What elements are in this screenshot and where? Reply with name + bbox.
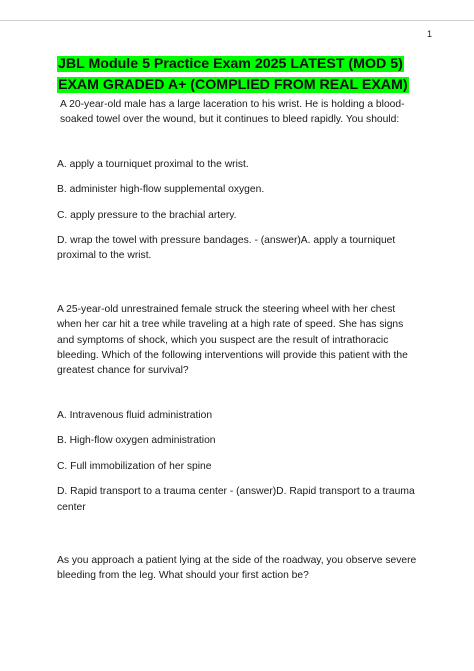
page-number: 1 <box>426 29 432 39</box>
question-2-stem: A 25-year-old unrestrained female struck the steering wheel with her chest when her car hit a tree while traveling at a high rate of speed. She has signs and symptoms of shock, which you suspect are the result of intrathoracic bleeding. Which of the following interventions will provide this patient with the greatest chance for survival? <box>57 303 408 377</box>
question-2-option-a: A. Intravenous fluid administration <box>57 409 213 421</box>
question-1-option-a: A. apply a tourniquet proximal to the wrist. <box>57 158 249 170</box>
document-body <box>57 97 417 584</box>
title-line-2: EXAM GRADED A+ (COMPLIED FROM REAL EXAM) <box>58 77 408 93</box>
question-2-option-d-answer: D. Rapid transport to a trauma center - (answer)D. Rapid transport to a trauma center <box>57 486 415 513</box>
header-rule <box>0 20 474 21</box>
question-1-stem: A 20-year-old male has a large laceration to his wrist. He is holding a blood-soaked towel over the wound, but it continues to bleed rapidly. You should: <box>60 99 405 126</box>
question-3-stem: As you approach a patient lying at the side of the roadway, you observe severe bleeding from the leg. What should your first action be? <box>57 554 417 582</box>
question-2-option-c: C. Full immobilization of her spine <box>57 460 212 472</box>
document-title <box>57 54 417 96</box>
question-1-option-b: B. administer high-flow supplemental oxygen. <box>57 184 265 196</box>
question-2-option-b: B. High-flow oxygen administration <box>57 435 216 447</box>
question-1-option-d-answer: D. wrap the towel with pressure bandages. - (answer)A. apply a tourniquet proximal to the wrist. <box>57 235 396 262</box>
question-1-option-c: C. apply pressure to the brachial artery. <box>57 209 237 221</box>
title-line-1: JBL Module 5 Practice Exam 2025 LATEST (MOD 5) <box>58 56 403 72</box>
